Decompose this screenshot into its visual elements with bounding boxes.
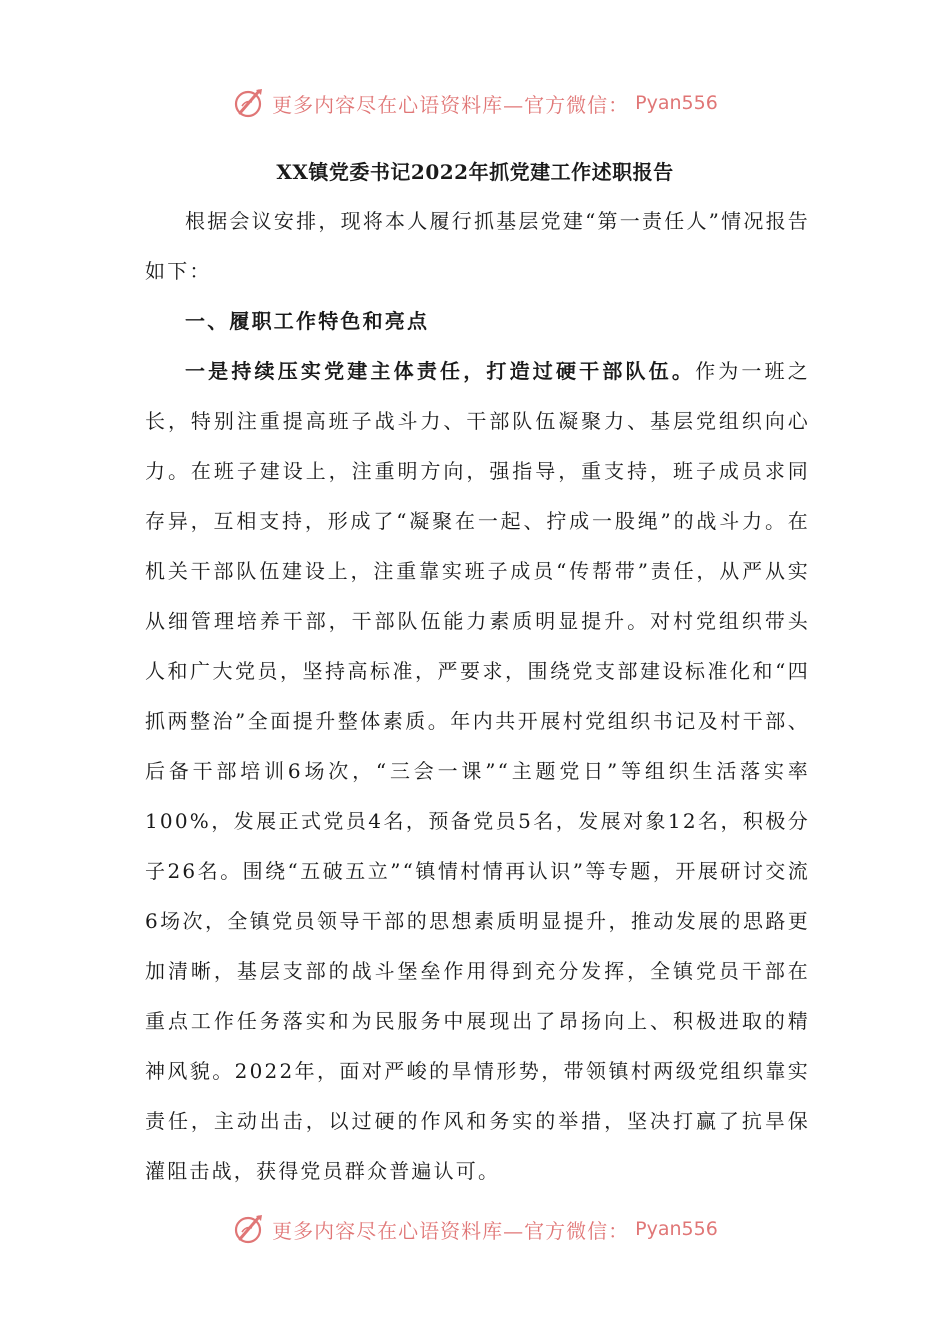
section-heading: 一、履职工作特色和亮点 (185, 309, 430, 333)
watermark-text: 更多内容尽在心语资料库—官方微信： (272, 92, 630, 117)
watermark-wechat-id: Pyan556 (635, 92, 718, 114)
watermark-wechat-id: Pyan556 (635, 1218, 718, 1240)
watermark-footer (0, 1212, 950, 1246)
document-body (145, 196, 810, 1196)
body-paragraph (145, 346, 810, 1196)
watermark-header (0, 86, 950, 120)
paragraph-lead: 一是持续压实党建主体责任，打造过硬干部队伍。 (185, 359, 696, 383)
pen-logo-icon (232, 1212, 266, 1246)
intro-paragraph: 根据会议安排，现将本人履行抓基层党建“第一责任人”情况报告如下： (145, 209, 810, 283)
pen-logo-icon (232, 86, 266, 120)
document-title: XX镇党委书记2022年抓党建工作述职报告 (276, 160, 674, 184)
paragraph-body: 作为一班之长，特别注重提高班子战斗力、干部队伍凝聚力、基层党组织向心力。在班子建设上，注重明方向，强指导，重支持，班子成员求同存异，互相支持，形成了“凝聚在一起、拧成一股绳”的战斗力。在机关干部队伍建设上，注重靠实班子成员“传帮带”责任，从严从实从细管理培养干部，干部队伍能力素质明显提升。对村党组织带头人和广大党员，坚持高标准，严要求，围绕党支部建设标准化和“四抓两整治”全面提升整体素质。年内共开展村党组织书记及村干部、后备干部培训6场次，“三会一课”“主题党日”等组织生活落实率100%，发展正式党员4名，预备党员5名，发展对象12名，积极分子26名。围绕“五破五立”“镇情村情再认识”等专题，开展研讨交流6场次，全镇党员领导干部的思想素质明显提升，推动发展的思路更加清晰，基层支部的战斗堡垒作用得到充分发挥，全镇党员干部在重点工作任务落实和为民服务中展现出了昂扬向上、积极进取的精神风貌。2022年，面对严峻的旱情形势，带领镇村两级党组织靠实责任，主动出击，以过硬的作风和务实的举措，坚决打赢了抗旱保灌阻击战，获得党员群众普遍认可。 (145, 359, 810, 1183)
watermark-text: 更多内容尽在心语资料库—官方微信： (272, 1218, 630, 1243)
